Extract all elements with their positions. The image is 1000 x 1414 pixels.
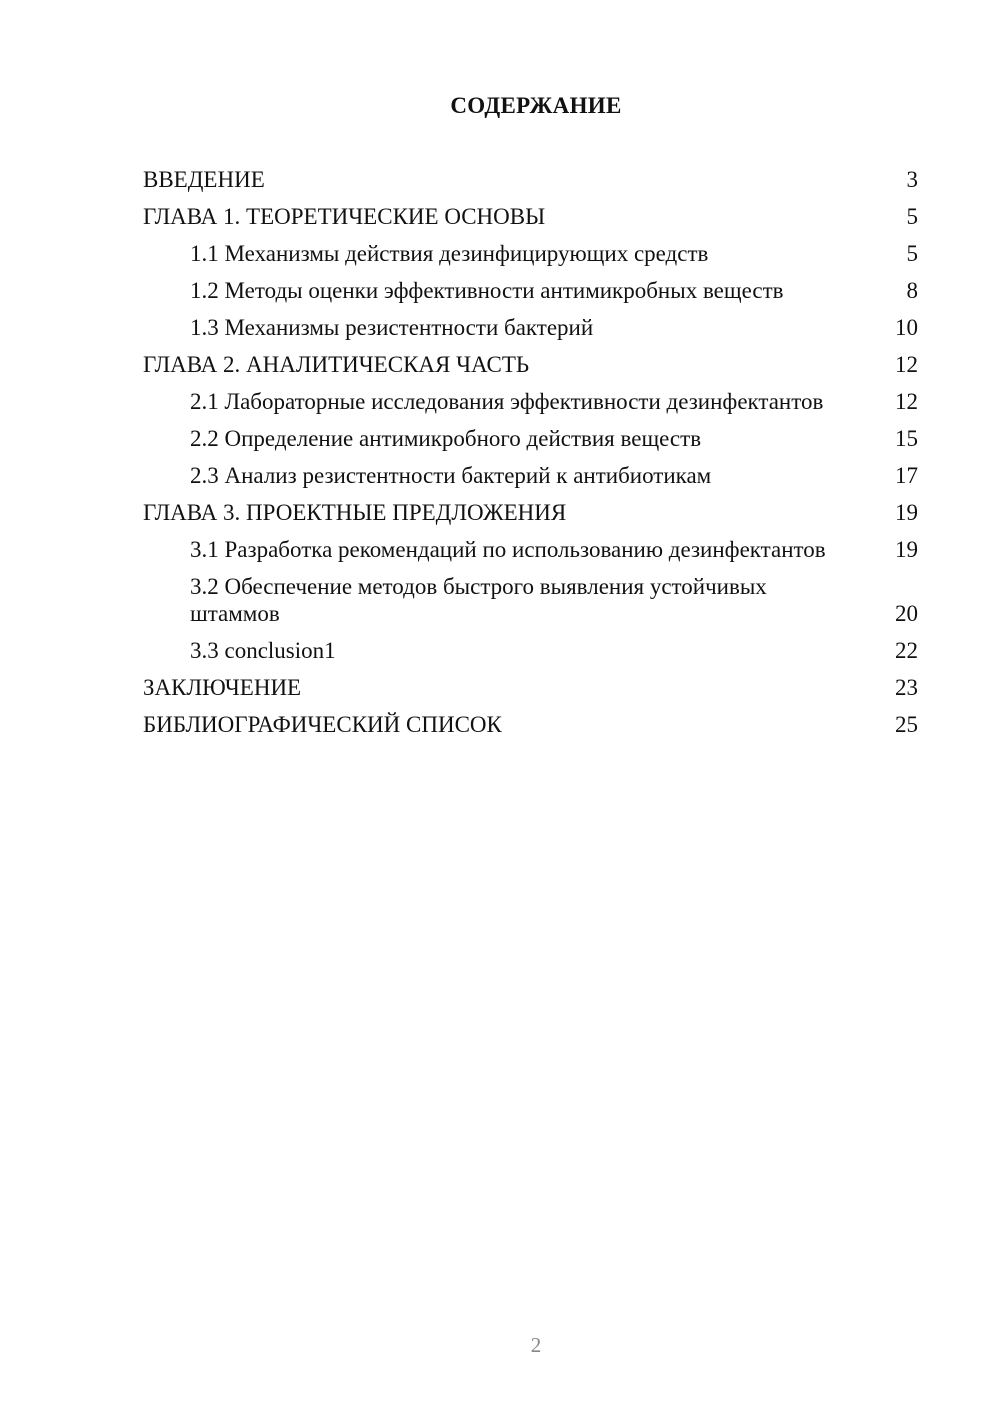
toc-entry-page: 19 [895,500,918,525]
page-number: 2 [530,1333,542,1357]
toc-entry-section-2-1[interactable] [143,388,918,415]
toc-entry-section-2-3[interactable] [143,462,918,489]
toc-entry-page: 12 [895,352,918,377]
toc-entry-chapter-3[interactable] [143,499,918,526]
toc-entry-title: ГЛАВА 1. ТЕОРЕТИЧЕСКИЕ ОСНОВЫ [143,204,546,229]
toc-entry-page: 8 [906,278,918,303]
toc-entry-page: 20 [895,601,918,626]
toc-entry-title: 1.3 Механизмы резистентности бактерий [190,315,594,340]
toc-entry-section-3-2[interactable] [143,573,918,627]
toc-entry-page: 5 [906,204,918,229]
toc-entry-title: БИБЛИОГРАФИЧЕСКИЙ СПИСОК [143,712,502,737]
toc-entry-page: 25 [895,712,918,737]
toc-entry-page: 12 [895,389,918,414]
toc-entry-page: 3 [906,167,918,192]
toc-entry-title: 3.3 conclusion1 [190,638,336,663]
toc-entry-title: ГЛАВА 3. ПРОЕКТНЫЕ ПРЕДЛОЖЕНИЯ [143,500,567,525]
toc-entry-title: 1.1 Механизмы действия дезинфицирующих средств [190,241,709,266]
page-title: СОДЕРЖАНИЕ [450,93,622,118]
toc-entry-title: 2.3 Анализ резистентности бактерий к антибиотикам [190,463,712,488]
toc-entry-title: ВВЕДЕНИЕ [143,167,265,192]
toc-entry-title: ЗАКЛЮЧЕНИЕ [143,675,302,700]
toc-entry-title: 3.1 Разработка рекомендаций по использованию дезинфектантов [190,537,826,562]
toc-entry-page: 22 [895,638,918,663]
toc-entry-page: 23 [895,675,918,700]
toc-entry-title: ГЛАВА 2. АНАЛИТИЧЕСКАЯ ЧАСТЬ [143,352,530,377]
toc-entry-section-1-3[interactable] [143,314,918,341]
toc-entry-chapter-1[interactable] [143,203,918,230]
toc-entry-section-2-2[interactable] [143,425,918,452]
toc-entry-section-3-1[interactable] [143,536,918,563]
toc-entry-chapter-2[interactable] [143,351,918,378]
toc-entry-title: 2.1 Лабораторные исследования эффективности дезинфектантов [190,389,824,414]
toc-entry-section-3-3[interactable] [143,637,918,664]
toc-entry-bibliography[interactable] [143,711,918,738]
toc-entry-conclusion[interactable] [143,674,918,701]
toc-entry-title: 3.2 Обеспечение методов быстрого выявления устойчивых штаммов [190,574,767,626]
toc-entry-introduction[interactable] [143,166,918,193]
table-of-contents [143,166,918,748]
toc-entry-section-1-2[interactable] [143,277,918,304]
toc-entry-page: 19 [895,537,918,562]
toc-entry-page: 5 [906,241,918,266]
toc-entry-page: 10 [895,315,918,340]
toc-entry-page: 17 [895,463,918,488]
toc-entry-title: 1.2 Методы оценки эффективности антимикробных веществ [190,278,784,303]
toc-entry-section-1-1[interactable] [143,240,918,267]
toc-entry-title: 2.2 Определение антимикробного действия веществ [190,426,702,451]
toc-entry-page: 15 [895,426,918,451]
